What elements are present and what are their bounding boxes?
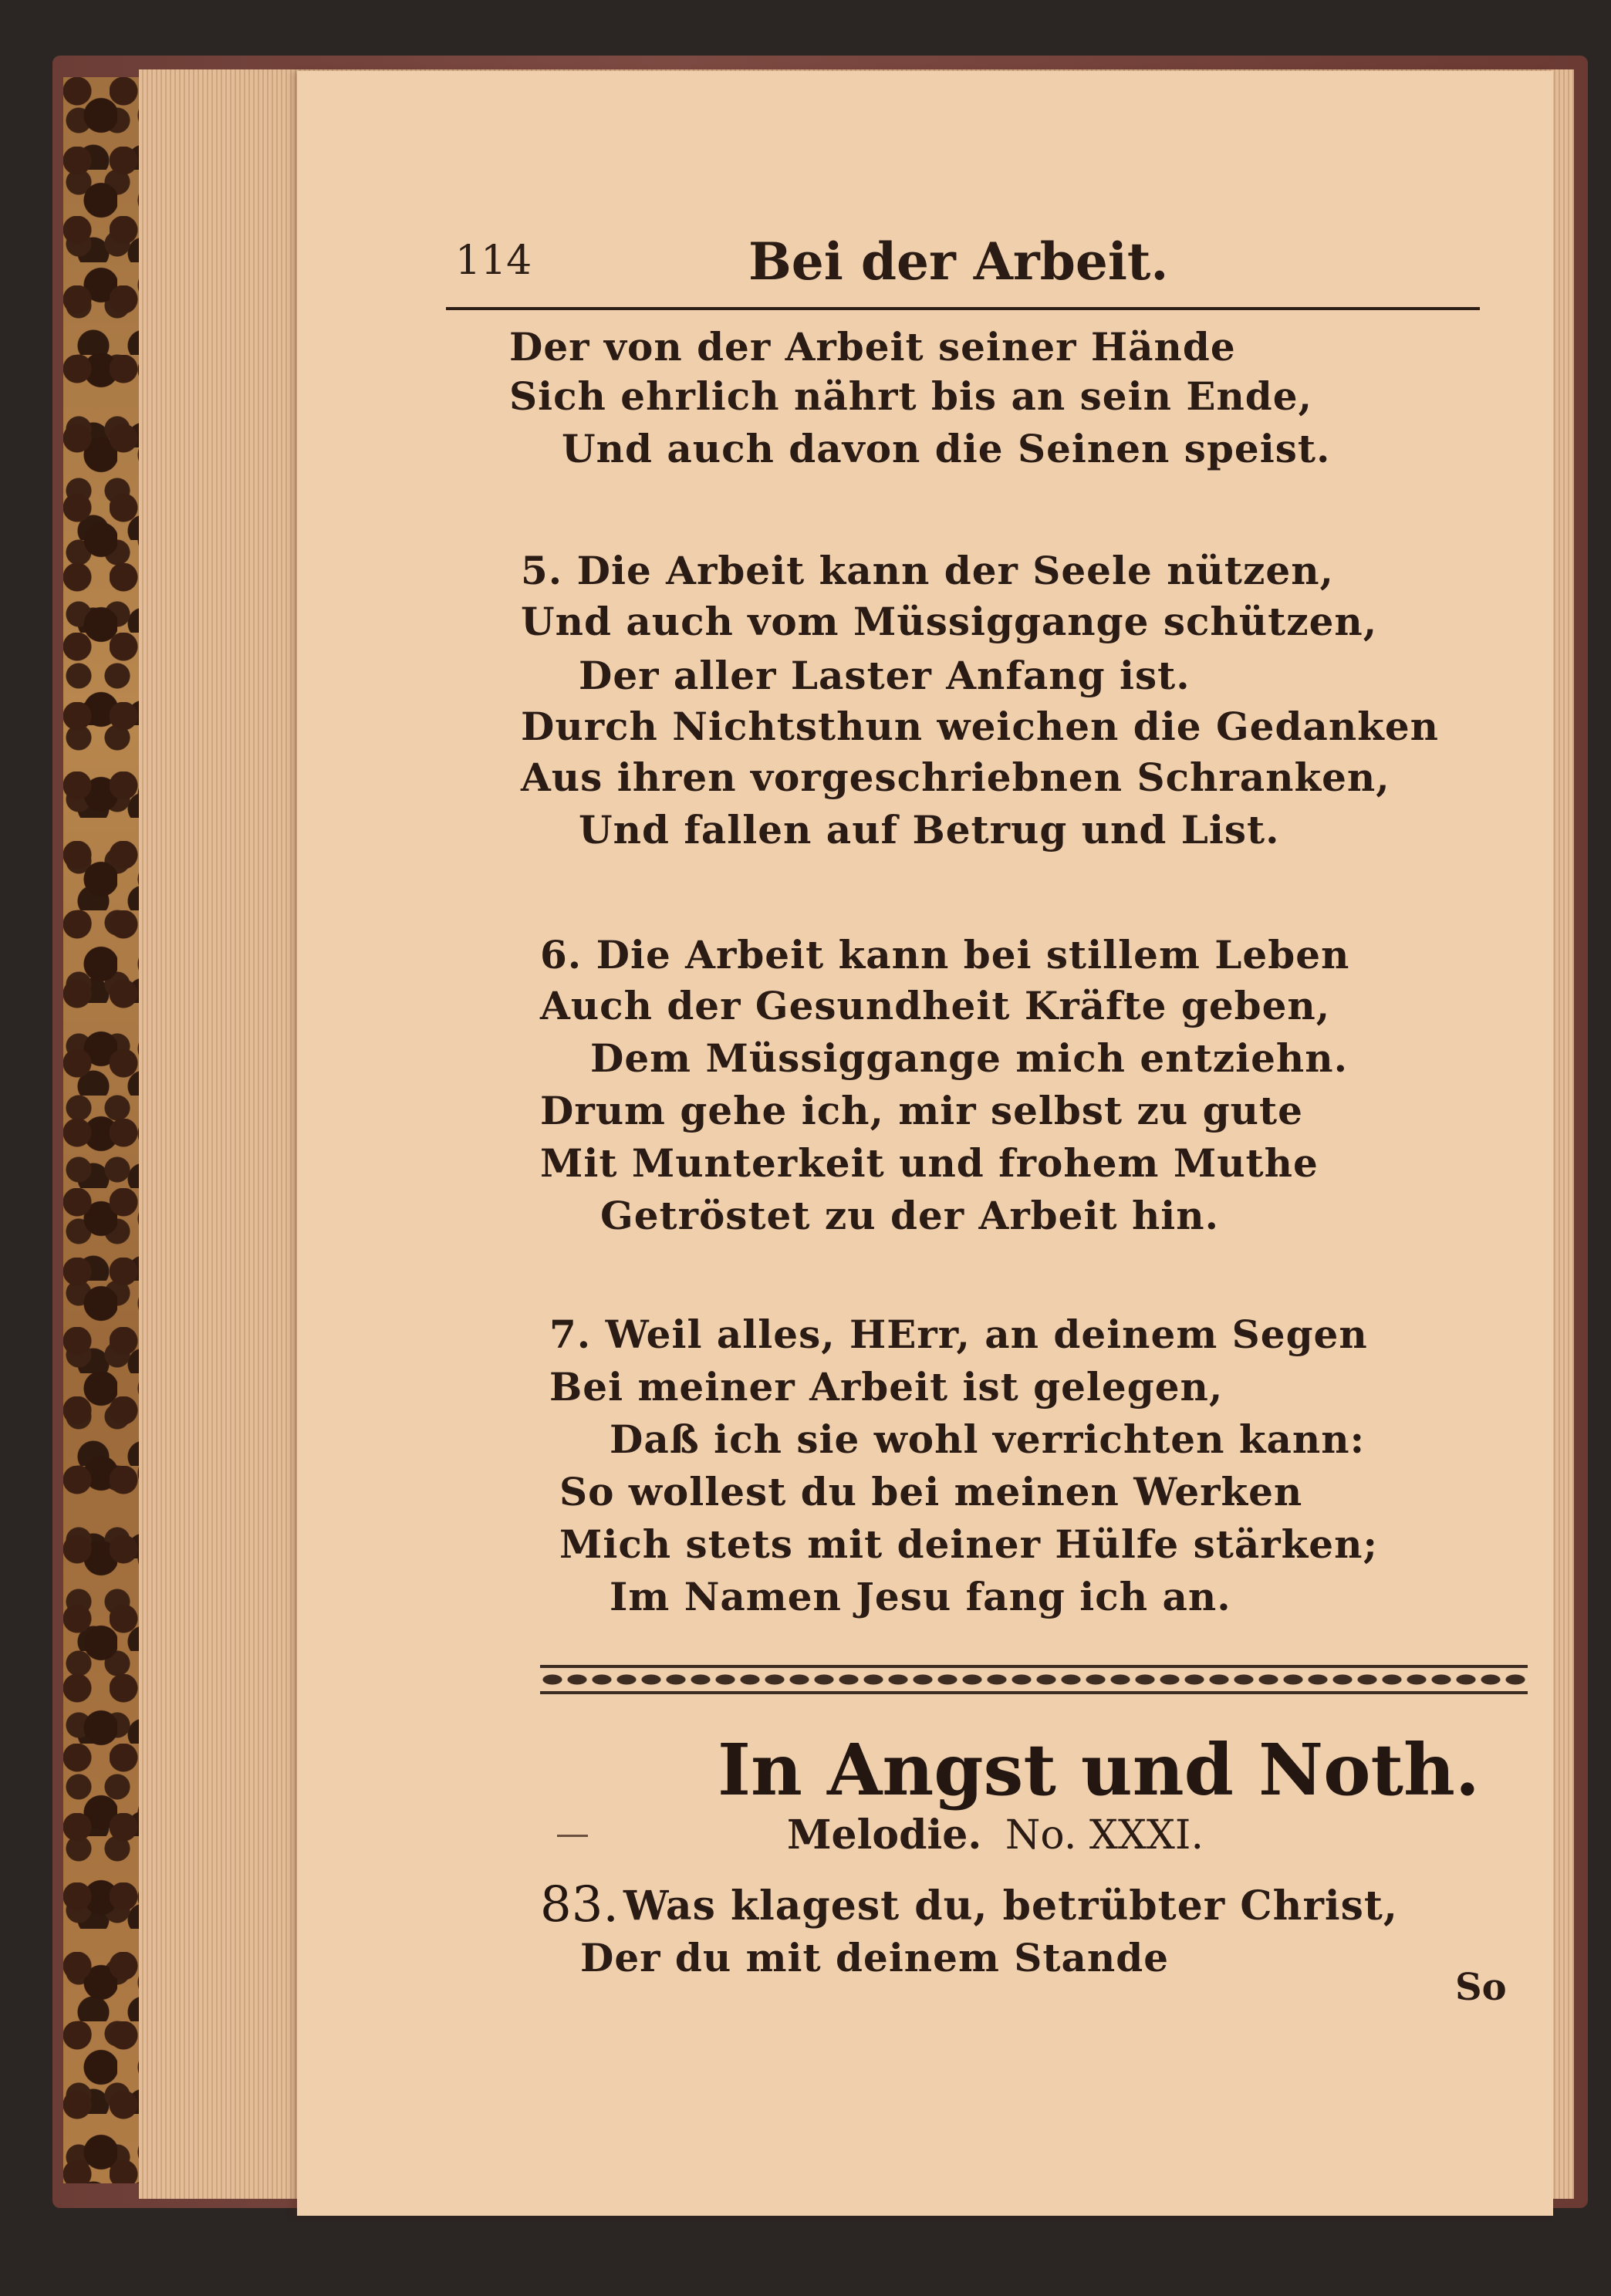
verse-line: Aus ihren vorgeschriebnen Schranken,	[521, 755, 1390, 800]
verse-line: Drum gehe ich, mir selbst zu gute	[540, 1088, 1303, 1133]
verse-line: Auch der Gesundheit Kräfte geben,	[540, 983, 1331, 1028]
verse-line: Dem Müssiggange mich entziehn.	[590, 1035, 1349, 1081]
verse-line: Und auch vom Müssiggange schützen,	[521, 599, 1378, 644]
verse-line: Was klagest du, betrübter Christ,	[623, 1882, 1399, 1930]
page-header	[455, 231, 1474, 301]
verse-line: Der aller Laster Anfang ist.	[579, 653, 1191, 698]
verse-line: Der von der Arbeit seiner Hände	[509, 324, 1236, 370]
verse-line: Der du mit deinem Stande	[580, 1935, 1170, 1980]
verse-line: Mit Munterkeit und frohem Muthe	[540, 1140, 1319, 1186]
catchword: So	[1455, 1966, 1507, 2009]
melody-line	[787, 1811, 1204, 1859]
verse-line: Getröstet zu der Arbeit hin.	[600, 1193, 1220, 1238]
verse-line: So wollest du bei meinen Werken	[559, 1469, 1303, 1514]
margin-dash	[557, 1835, 588, 1837]
hymn-number: 83.	[540, 1876, 619, 1933]
header-rule	[446, 307, 1480, 310]
verse-line: Sich ehrlich nährt bis an sein Ende,	[509, 373, 1312, 419]
verse-line: Und auch davon die Seinen speist.	[562, 426, 1331, 471]
verse-line: 6. Die Arbeit kann bei stillem Leben	[540, 932, 1350, 977]
verse-line: Im Namen Jesu fang ich an.	[610, 1574, 1231, 1619]
verse-line: Mich stets mit deiner Hülfe stärken;	[559, 1521, 1378, 1567]
running-title: Bei der Arbeit.	[748, 231, 1169, 292]
melody-number: No. XXXI.	[1005, 1812, 1204, 1859]
melody-label: Melodie.	[787, 1811, 982, 1859]
verse-line: Daß ich sie wohl verrichten kann:	[610, 1416, 1366, 1462]
verse-line: 5. Die Arbeit kann der Seele nützen,	[521, 548, 1334, 593]
ornament-border	[540, 1660, 1528, 1699]
verse-line: Und fallen auf Betrug und List.	[579, 807, 1280, 853]
section-title: In Angst und Noth.	[718, 1728, 1480, 1811]
verse-line: 7. Weil alles, HErr, an deinem Segen	[549, 1312, 1368, 1357]
verse-line: Bei meiner Arbeit ist gelegen,	[549, 1364, 1224, 1410]
verse-line: Durch Nichtsthun weichen die Gedanken	[521, 704, 1439, 749]
marbled-endpaper	[63, 77, 148, 2183]
page-number: 114	[455, 238, 532, 284]
